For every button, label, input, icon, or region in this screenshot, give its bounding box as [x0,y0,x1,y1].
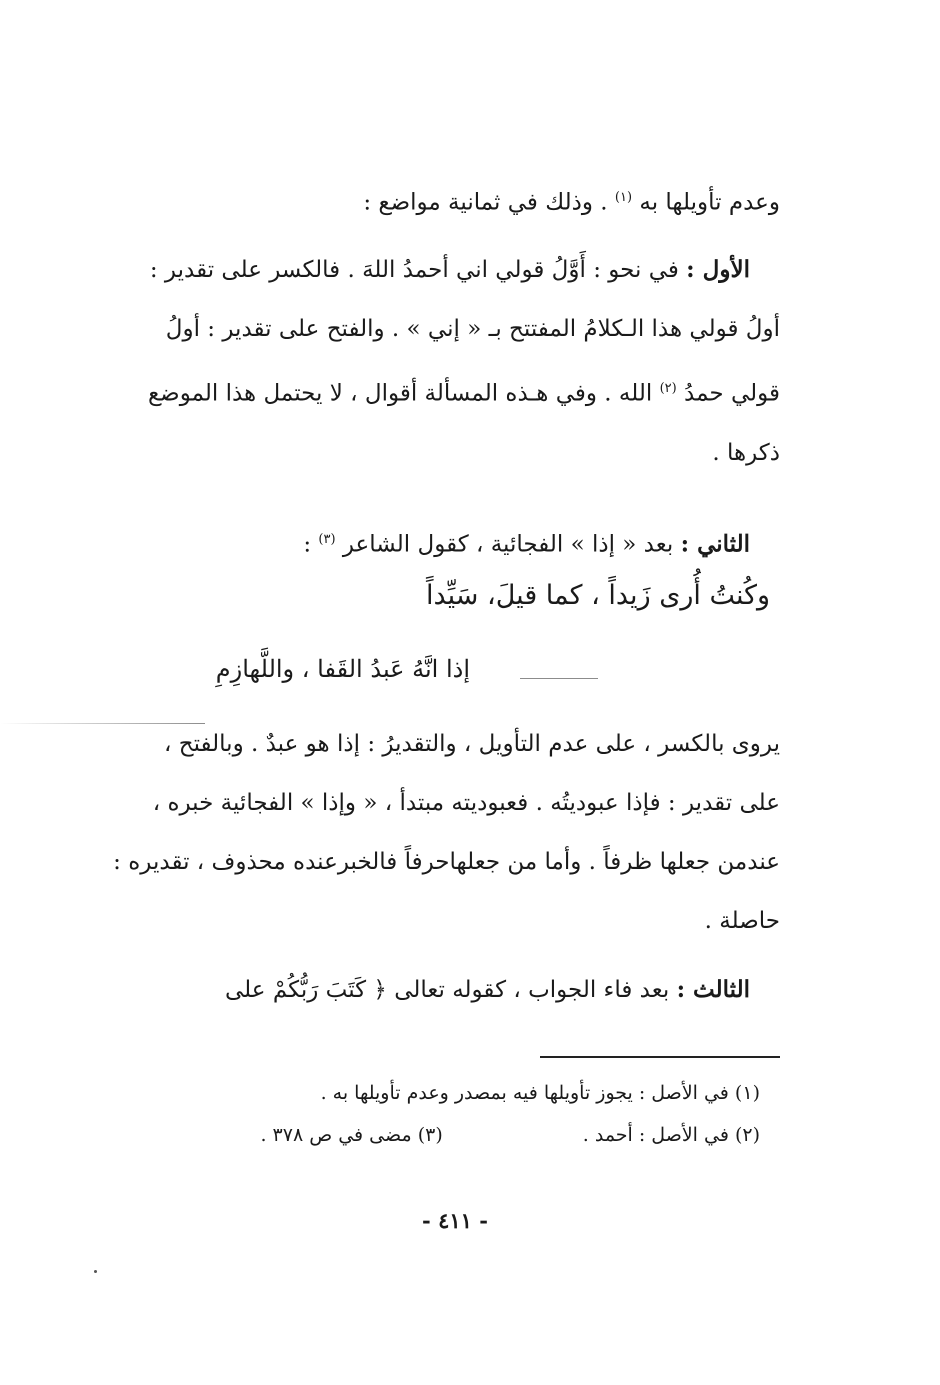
footnote-row-2 [160,1114,760,1156]
scan-mark [520,678,598,679]
intro-text: وعدم تأويلها به [632,189,780,216]
footnote-2: (٢) في الأصل : أحمد . [582,1124,760,1146]
third-heading: الثالث : [676,976,750,1003]
first-line-3-b: الله . وفي هـذه المسألة أقوال ، لا يحتمل هذا الموضع [147,380,660,407]
first-line-1-text: في نحو : أَوَّلُ قولي اني أحمدُ اللهَ . فالكسر على تقدير : [149,257,687,283]
first-position-paragraph [135,240,780,483]
second-position-paragraph [135,510,780,575]
second-line-1-end: : [303,531,319,558]
first-line-1 [135,240,780,300]
footnote-ref-2[interactable]: (٢) [659,381,677,396]
intro-tail: . وذلك في ثمانية مواضع : [363,189,615,216]
second-heading: الثاني : [680,530,750,558]
intro-line [135,168,780,233]
page-number: - ٤١١ - [422,1208,488,1233]
footnote-ref-1[interactable]: (١) [614,190,633,205]
first-line-4: ذكرها . [712,439,780,466]
second-line-1 [135,510,780,575]
first-line-2: أولُ قولي هذا الـكلامُ المفتتح بـ « إني » . والفتح على تقدير : أولُ [165,316,780,342]
footnote-divider [540,1056,780,1058]
third-line-1-text: بعد فاء الجواب ، كقوله تعالى ﴿ كَتَبَ رَبُّكُمْ على [225,977,677,1003]
riwaya-line-4: حاصلة . [704,908,780,934]
scan-speck [94,1270,97,1273]
first-line-3 [135,359,780,424]
riwaya-line-3: عندمن جعلها ظرفاً . وأما من جعلهاحرفاً فالخبرعنده محذوف ، تقديره : [113,849,780,875]
verse-hemistich-1: وكُنتُ أُرى زَيداً ، كما قيلَ، سَيِّداً [425,580,770,611]
footnote-1: (١) في الأصل : يجوز تأويلها فيه بمصدر وعدم تأويلها به . [320,1082,760,1104]
second-line-1-text: بعد « إذا » الفجائية ، كقول الشاعر [335,531,681,558]
first-heading: الأول : [686,256,750,283]
riwaya-paragraph [113,715,780,951]
third-line-1 [135,960,780,1020]
third-position-paragraph [135,960,780,1020]
footnotes [160,1072,760,1156]
footnote-ref-3[interactable]: (٣) [318,532,336,547]
first-line-3-a: قولي حمدُ [676,380,780,407]
riwaya-line-1: يروى بالكسر ، على عدم التأويل ، والتقديرُ : إذا هو عبدٌ . وبالفتح ، [164,731,780,757]
verse-hemistich-2: إذا انَّهُ عَبدُ القَفا ، واللَّهازِمِ [215,655,470,683]
riwaya-line-2: على تقدير : فإذا عبوديتُه . فعبوديته مبتدأ ، « وإذا » الفجائية خبره ، [152,790,780,816]
intro-paragraph [135,168,780,233]
footnote-3: (٣) مضى في ص ٣٧٨ . [260,1124,443,1146]
